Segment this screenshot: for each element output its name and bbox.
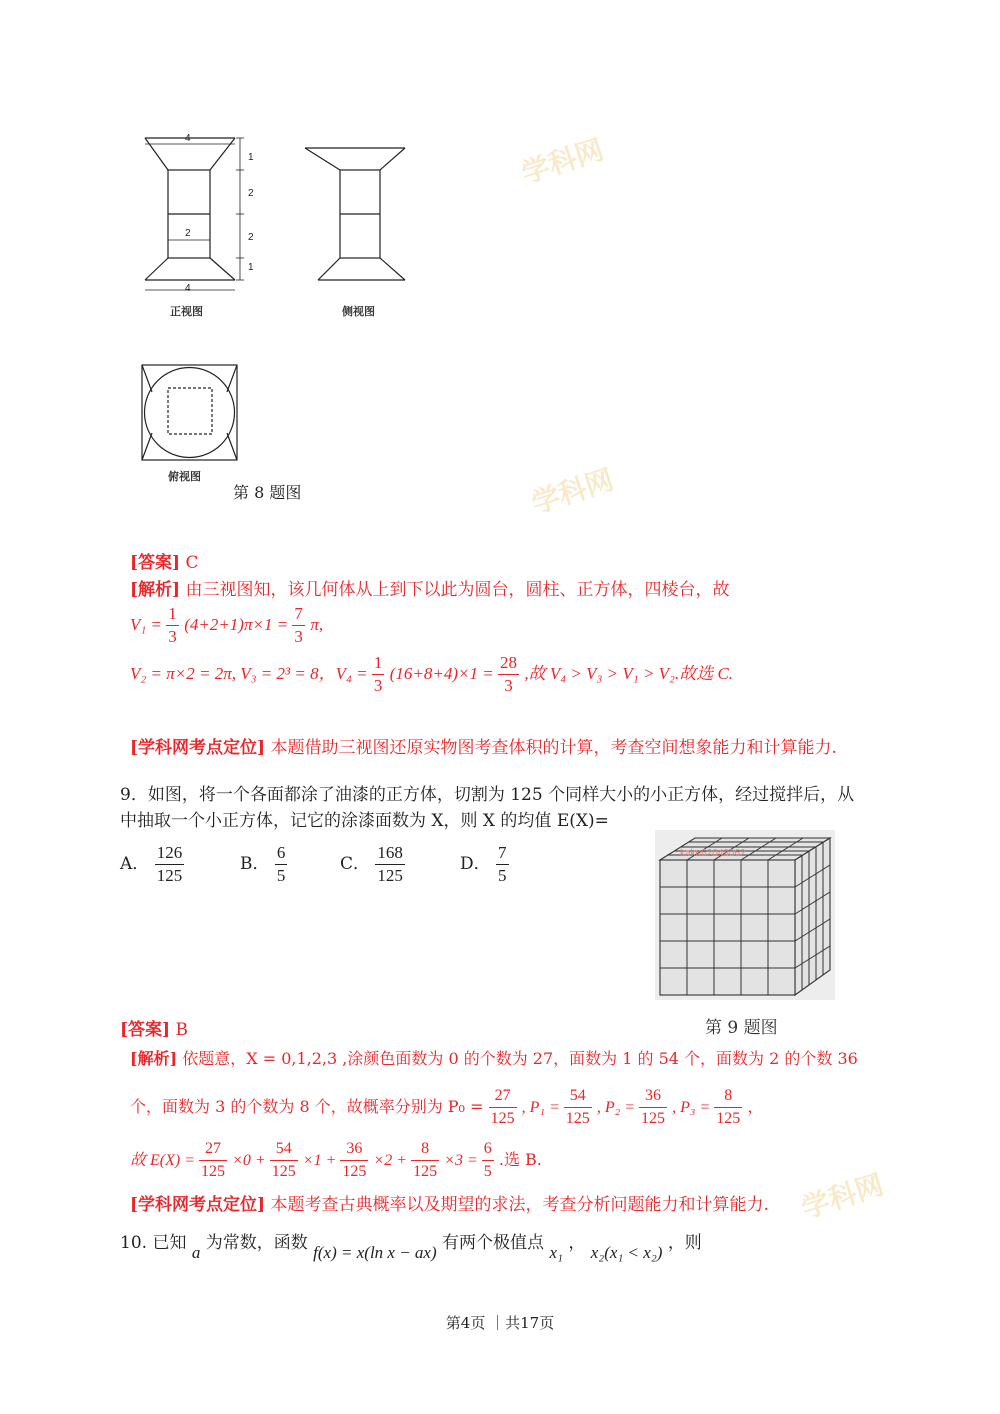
figure-9-watermark-text: kaku62043062 [680, 848, 746, 859]
q9-answer-value: B [175, 1020, 188, 1040]
watermark: 学科网 [797, 1167, 888, 1226]
q8-v2-v4-formula: V₂ = π×2 = 2π, V₃ = 2³ = 8，V₄ = $\frac{1}{3}$ (16+8+4)×1 = $\frac{28}{3}$ ,故 V₄ > V₃ > V₁ > V₂.故选 C. [130, 653, 734, 695]
page-footer: 第4页 ｜共17页 [445, 1314, 555, 1332]
q8-point-label: [学科网考点定位] [130, 738, 266, 758]
figure-9-title: 第 9 题图 [705, 1018, 778, 1038]
q9-point-text: 本题考查古典概率以及期望的求法，考查分析问题能力和计算能力. [270, 1195, 769, 1215]
q8-point-text: 本题借助三视图还原实物图考查体积的计算，考查空间想象能力和计算能力. [270, 738, 837, 758]
figure-8-title: 第 8 题图 [233, 483, 302, 502]
q9-analysis-line3: 故 E(X) = $\frac{27}{125}$ ×0 + $\frac{54}{125}$ ×1 + $\frac{36}{125}$ ×2 + $\frac{8}{125}$ ×3 = $\frac{6}{5}$ .选 B. [130, 1140, 542, 1180]
dim-top-width: 4 [185, 133, 191, 144]
watermark: 学科网 [517, 132, 608, 191]
q9-stem-line1: 9．如图，将一个各面都涂了油漆的正方体，切割为 125 个同样大小的小正方体，经过搅拌后，从 [120, 785, 855, 805]
q9-analysis-label: [解析] [130, 1049, 178, 1068]
q9-stem-line2: 中抽取一个小正方体，记它的涂漆面数为 X，则 X 的均值 E(X)= [120, 811, 609, 831]
q8-analysis-label: [解析] [130, 580, 181, 600]
q8-answer-label: [答案] [130, 553, 181, 573]
q9-answer-label: [答案] [120, 1020, 171, 1040]
dim-h4: 1 [248, 262, 254, 273]
dim-middle-width: 2 [185, 228, 191, 239]
dim-bottom-width: 4 [185, 283, 191, 294]
q9-option-a: A． $\frac{126}{125}$ [120, 843, 183, 885]
q8-v1-formula: V₁ = $\frac{1}{3}$ (4+2+1)π×1 = $\frac{7}{3}$ π, [130, 604, 324, 646]
dim-h2: 2 [248, 188, 254, 199]
figure-8-three-views [130, 130, 420, 510]
q9-analysis-line2: 个，面数为 3 的个数为 8 个，故概率分别为 P₀ = $\frac{27}{125}$ , P₁ = $\frac{54}{125}$ , P₂ = $\frac{36}{125}$ , P₃ = $\frac{8}{125}$ ， [130, 1087, 764, 1127]
q9-option-d: D． $\frac{7}{5}$ [460, 843, 507, 885]
side-view-caption: 侧视图 [342, 305, 375, 318]
q9-point-label: [学科网考点定位] [130, 1195, 266, 1215]
q10-stem: 10. 已知 a 为常数，函数 f(x) = x(ln x − ax) 有两个极值点 x₁ ， x₂(x₁ < x₂) ，则 [120, 1233, 702, 1262]
q9-option-c: C． $\frac{168}{125}$ [340, 843, 403, 885]
dim-h3: 2 [248, 232, 254, 243]
front-view-caption: 正视图 [170, 305, 203, 318]
watermark: 学科网 [527, 462, 618, 521]
q9-option-b: B． $\frac{6}{5}$ [240, 843, 286, 885]
q9-analysis-line1: 依题意，X = 0,1,2,3 ,涂颜色面数为 0 的个数为 27，面数为 1 的 54 个，面数为 2 的个数 36 [182, 1049, 858, 1068]
top-view-caption: 俯视图 [168, 470, 201, 483]
q8-answer-value: C [185, 553, 199, 573]
dim-h1: 1 [248, 152, 254, 163]
q8-analysis-text: 由三视图知，该几何体从上到下以此为圆台，圆柱、正方体，四棱台，故 [185, 580, 730, 600]
